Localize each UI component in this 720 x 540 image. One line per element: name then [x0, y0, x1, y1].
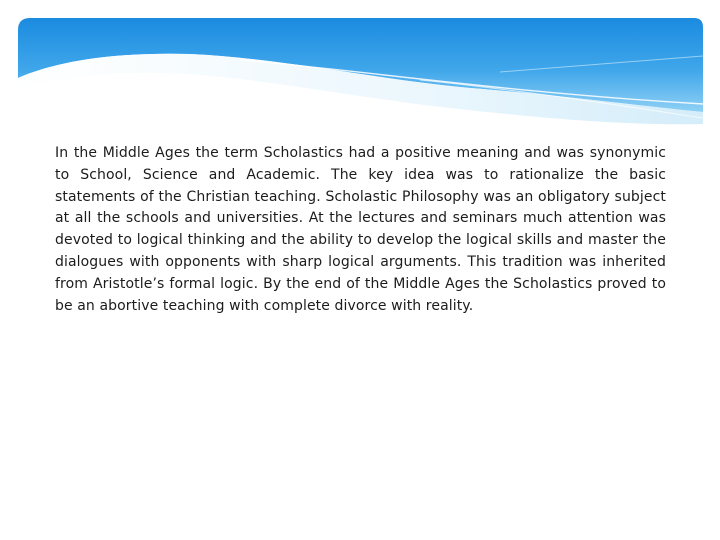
body-paragraph: In the Middle Ages the term Scholastics had a positive meaning and was synonymic to School, Science and Academic. The key idea was to rationalize the basic statements of the Christian teaching. Scholastic Philosophy was an obligatory subject at all the schools and universities. At the lectures and seminars much attention was devoted to logical thinking and the ability to develop the logical skills and master the dialogues with opponents with sharp logical arguments. This tradition was inherited from Aristotle’s formal logic. By the end of the Middle Ages the Scholastics proved to be an abortive teaching with complete divorce with reality. — [55, 145, 666, 314]
header-wave-banner — [0, 0, 720, 150]
